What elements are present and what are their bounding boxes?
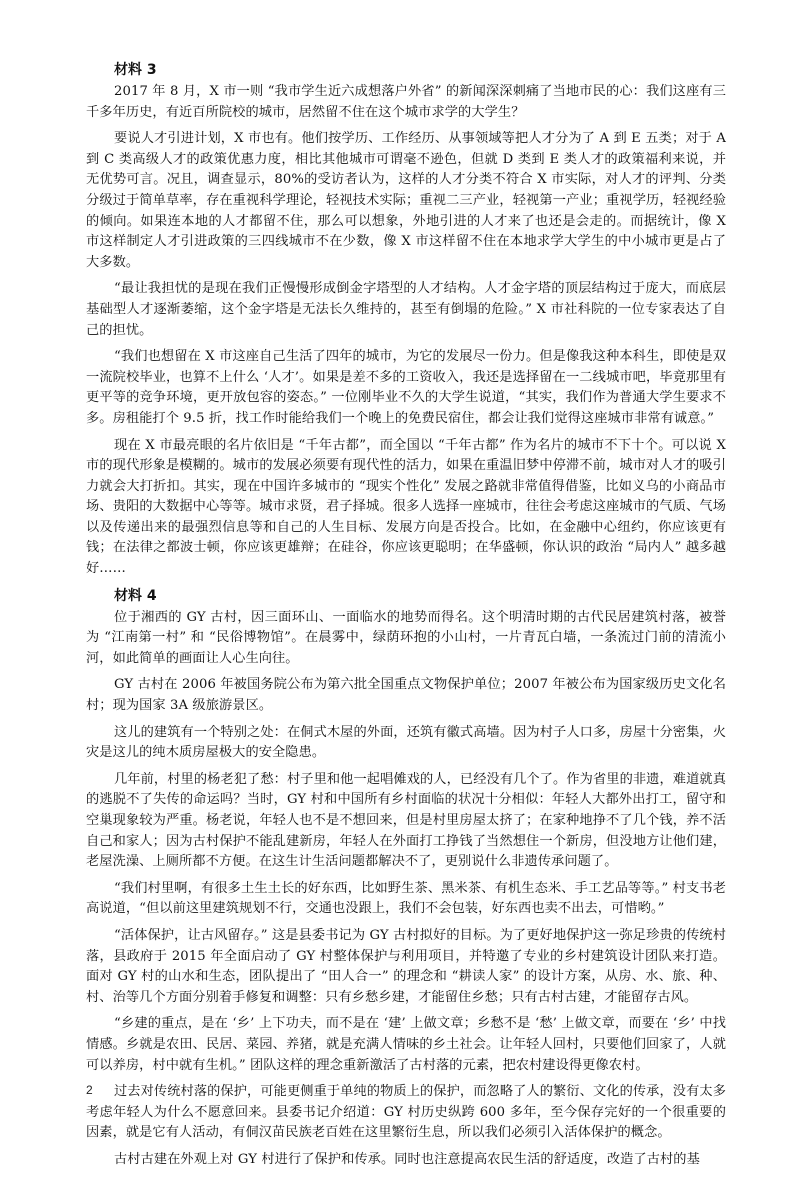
material-4-paragraph-9: 古村古建在外观上对 GY 村进行了保护和传承。同时也注意提高农民生活的舒适度，改造了古村的基 [114, 1151, 700, 1167]
material-4-paragraph-2: GY 古村在 2006 年被国务院公布为第六批全国重点文物保护单位；2007 年被公布为国家级历史文化名村；现为国家 3A 级旅游景区。 [86, 677, 726, 714]
material-3-paragraph-5: 现在 X 市最亮眼的名片依旧是 “千年古都”，而全国以 “千年古都” 作为名片的城市不下十个。可以说 X 市的现代形象是模糊的。城市的发展必须要有现代性的活力，如果在重温旧梦中停滞不前，城市对人才的吸引力就会大打折扣。其实，现在中国许多城市的 “现实个性化” 发展之路就非常值得借鉴，比如义乌的小商品市场、贵阳的大数据中心等等。城市求贤，君子择城。很多人选择一座城市，往往会考虑这座城市的气质、气场以及传递出来的最强烈信息等和自己的人生目标、发展方向是否投合。比如，在金融中心纽约，你应该更有钱；在法律之都波士顿，你应该更雄辩；在硅谷，你应该更聪明；在华盛顿，你认识的政治 “局内人” 越多越好…… [86, 437, 726, 577]
material-4-paragraph-3: 这儿的建筑有一个特别之处：在侗式木屋的外面，还筑有徽式高墙。因为村子人口多，房屋十分密集，火灾是这儿的纯木质房屋极大的安全隐患。 [86, 724, 726, 761]
document-page [86, 60, 726, 1177]
material-4-paragraph-6: “活体保护，让古风留存。” 这是县委书记为 GY 古村拟好的目标。为了更好地保护这一弥足珍贵的传统村落，县政府于 2015 年全面启动了 GY 村整体保护与利用项目，并特邀了专业的乡村建筑设计团队来打造。面对 GY 村的山水和生态，团队提出了 “田人合一” 的理念和 “耕读人家” 的设计方案，从房、水、旅、种、村、治等几个方面分别着手修复和调整：只有乡愁乡建，才能留住乡愁；只有古村古建，才能留存古风。 [86, 927, 726, 1005]
material-4-heading: 材料 4 [114, 587, 157, 604]
page-number: 2 [86, 1083, 93, 1097]
material-4-paragraph-8: 过去对传统村落的保护，可能更侧重于单纯的物质上的保护，而忽略了人的繁衍、文化的传承，没有太多考虑年轻人为什么不愿意回来。县委书记介绍道：GY 村历史纵跨 600 多年，至今保存完好的一个很重要的因素，就是它有人活动，有侗汉苗民族老百姓在这里繁衍生息，所以我们必须引入活体保护的概念。 [86, 1084, 726, 1141]
material-3-paragraph-1: 2017 年 8 月，X 市一则 “我市学生近六成想落户外省” 的新闻深深刺痛了当地市民的心：我们这座有三千多年历史，有近百所院校的城市，居然留不住在这个城市求学的大学生？ [86, 84, 726, 120]
material-4-paragraph-5: “我们村里啊，有很多土生土长的好东西，比如野生茶、黑米茶、有机生态米、手工艺品等等。” 村支书老高说道，“但以前这里建筑规划不行，交通也没跟上，我们不会包装，好东西也卖不出去，可惜哟。” [86, 880, 726, 917]
material-3-heading: 材料 3 [114, 62, 157, 78]
material-3-paragraph-2: 要说人才引进计划，X 市也有。他们按学历、工作经历、从事领域等把人才分为了 A 到 E 五类；对于 A 到 C 类高级人才的政策优惠力度，相比其他城市可谓毫不逊色，但就 D 类到 E 类人才的政策福利来说，并无优势可言。况且，调查显示，80%的受访者认为，这样的人才分类不符合 X 市实际，对人才的评判、分类分级过于简单草率，存在重视科学理论，轻视技术实际；重视二三产业，轻视第一产业；重视学历，轻视经验的倾向。如果连本地的人才都留不住，那么可以想象，外地引进的人才来了也还是会走的。而据统计，像 X 市这样制定人才引进政策的三四线城市不在少数，像 X 市这样留不住在本地求学大学生的中小城市更是占了大多数。 [86, 131, 726, 270]
material-4-paragraph-4: 几年前，村里的杨老犯了愁：村子里和他一起唱傩戏的人，已经没有几个了。作为省里的非遗，难道就真的逃脱不了失传的命运吗？当时，GY 村和中国所有乡村面临的状况十分相似：年轻人大都外出打工，留守和空巢现象较为严重。杨老说，年轻人也不是不想回来，但是村里房屋太挤了；在家种地挣不了几个钱，养不活自己和家人；因为古村保护不能乱建新房，年轻人在外面打工挣钱了当然想住一个新房，但没地方让他们建，老屋洗澡、上厕所都不方便。在这生计生活问题都解决不了，更别说什么非遗传承问题了。 [86, 771, 726, 870]
material-4-paragraph-7: “乡建的重点，是在 ‘乡’ 上下功夫，而不是在 ‘建’ 上做文章；乡愁不是 ‘愁’ 上做文章，而要在 ‘乡’ 中找情感。乡就是农田、民居、菜园、养猪，就是充满人情味的乡土社会。让年轻人回村，只要他们回家了，人就可以养房，村中就有生机。” 团队这样的理念重新激活了古村落的元素，把农村建设得更像农村。 [86, 1016, 726, 1073]
material-3-paragraph-4: “我们也想留在 X 市这座自己生活了四年的城市，为它的发展尽一份力。但是像我这种本科生，即使是双一流院校毕业，也算不上什么 ‘人才’。如果是差不多的工资收入，我还是选择留在一二线城市吧，毕竟那里有更平等的竞争环境，更开放包容的姿态。” 一位刚毕业不久的大学生说道，“其实，我们作为普通大学生要求不多。房租能打个 9.5 折，找工作时能给我们一个晚上的免费民宿住，都会让我们觉得这座城市非常有诚意。” [86, 349, 726, 426]
material-3-paragraph-3: “最让我担忧的是现在我们正慢慢形成倒金字塔型的人才结构。人才金字塔的顶层结构过于庞大，而底层基础型人才逐渐萎缩，这个金字塔是无法长久维持的，甚至有倒塌的危险。” X 市社科院的一位专家表达了自己的担忧。 [86, 281, 726, 338]
material-4-paragraph-1: 位于湘西的 GY 古村，因三面环山、一面临水的地势而得名。这个明清时期的古代民居建筑村落，被誉为 “江南第一村” 和 “民俗博物馆”。在晨雾中，绿荫环抱的小山村，一片青瓦白墙，一条流过门前的清流小河，如此简单的画面让人心生向往。 [86, 609, 726, 666]
